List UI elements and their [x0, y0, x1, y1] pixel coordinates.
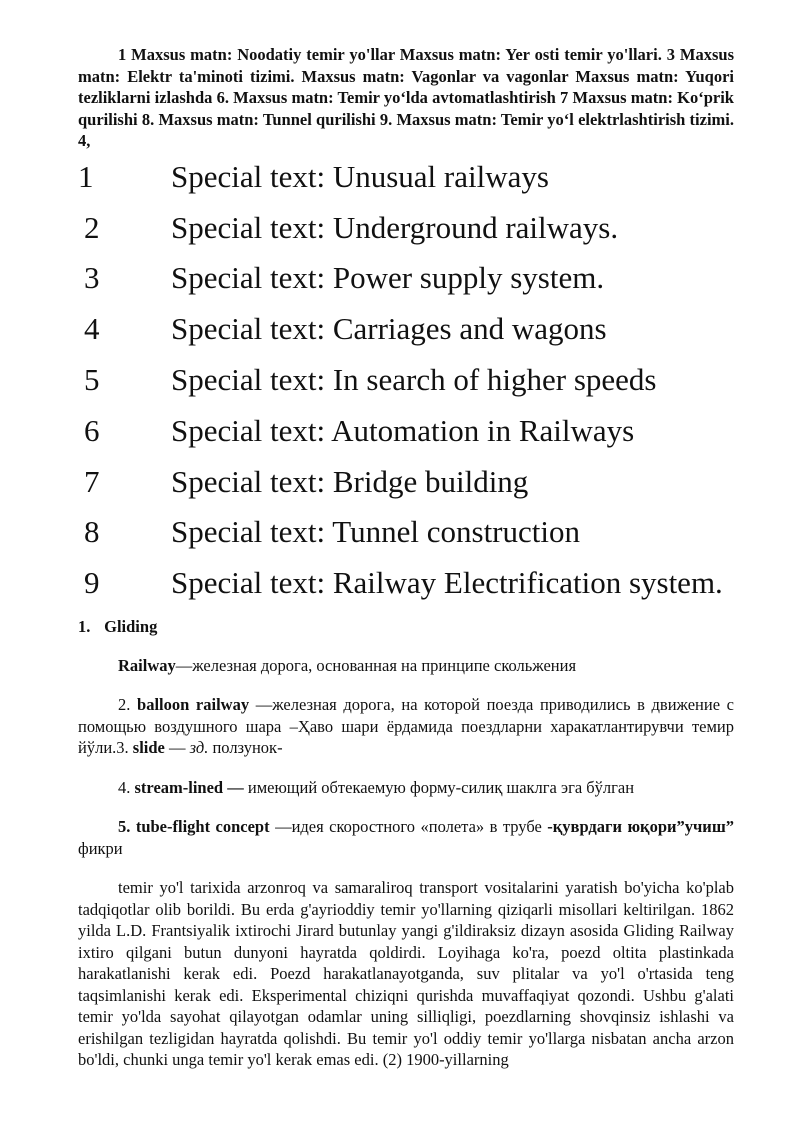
section-number: 1. — [78, 616, 91, 636]
contents-item — [78, 152, 734, 203]
contents-item-text: Special text: Railway Electrification system. — [171, 565, 723, 601]
glossary-term: Railway — [118, 655, 176, 675]
contents-item-number: 9 — [84, 565, 100, 601]
contents-item-text: Special text: Bridge building — [171, 463, 529, 499]
contents-item — [78, 355, 734, 406]
contents-item-number: 3 — [84, 260, 100, 296]
glossary-definition: —идея скоростного «полета» в трубе — [269, 817, 548, 837]
glossary-term: -қуврдаги юқори”учиш” — [547, 817, 734, 837]
glossary-definition: —железная дорога, основанная на принципе скольжения — [175, 655, 577, 675]
contents-item — [78, 558, 734, 609]
contents-item-number: 8 — [84, 514, 100, 550]
contents-item — [78, 507, 734, 558]
contents-item-number: 7 — [84, 463, 100, 499]
glossary-term: slide — [132, 738, 165, 758]
contents-item-text: Special text: Automation in Railways — [171, 412, 635, 448]
body-paragraph: temir yo'l tarixida arzonroq va samaraliroq transport vositalarini yaratish bo'yicha ko'plab tadqiqotlar olib borildi. Bu erda g'ayrioddiy temir yo'llarning qiziqarli misollari keltirilgan. 1862 yilda L.D. Frantsiyalik ixtirochi Jirard butunlay yangi g'ildiraksiz dizayn asosida Gliding Railway ixtiro qilgani butun dunyoni hayratda qoldirdi. Loyihaga ko'ra, poezd oltita plastinkada harakatlanishi kerak edi. Poezd harakatlanayotganda, suv plitalar va yo'l o'rtasida teng taqsimlanishi kerak edi. Eksperimental chiziqni qurishda muvaffaqiyat qozondi. Ushbu g'alati temir yo'lda sayohat qilayotgan odamlar uning silliqligi, poezdlarning shovqinsiz ishlashi va erishilgan tezligidan hayratda qolishdi. Bu temir yo'l oddiy temir yo'llarga nisbatan ancha arzon bo'ldi, chunki unga temir yo'l kerak emas edi. (2) 1900-yillarning — [78, 878, 734, 1070]
contents-item-number: 2 — [84, 209, 100, 245]
glossary-definition: имеющий обтекаемую форму-силиқ шаклга эга бўлган — [243, 777, 635, 797]
contents-item — [78, 202, 734, 253]
contents-item-number: 5 — [84, 362, 100, 398]
glossary-term: tube-flight concept — [135, 817, 270, 837]
glossary-abbrev: зд. — [189, 738, 209, 758]
contents-item — [78, 405, 734, 456]
document-page — [78, 44, 734, 1071]
glossary-entry — [78, 655, 734, 677]
contents-item-text: Special text: Unusual railways — [171, 158, 549, 194]
glossary-term: stream-lined — — [134, 777, 244, 797]
section-title: Gliding — [104, 616, 158, 636]
glossary-entry — [78, 694, 734, 759]
contents-item-number: 6 — [84, 412, 100, 448]
contents-item — [78, 253, 734, 304]
glossary-definition: — — [164, 738, 190, 758]
contents-item-text: Special text: Carriages and wagons — [171, 311, 607, 347]
glossary-entry — [78, 816, 734, 859]
contents-item-text: Special text: In search of higher speeds — [171, 362, 657, 398]
glossary-entry — [78, 777, 734, 799]
contents-item-number: 4 — [84, 311, 100, 347]
contents-list — [78, 152, 734, 609]
intro-paragraph: 1 Maxsus matn: Noodatiy temir yo'llar Maxsus matn: Yer osti temir yo'llari. 3 Maxsus matn: Elektr ta'minoti tizimi. Maxsus matn: Vagonlar va vagonlar Maxsus matn: Yuqori tezliklarni izlashda 6. Maxsus matn: Temir yo‘lda avtomatlashtirish 7 Maxsus matn: Ko‘prik qurilishi 8. Maxsus matn: Tunnel qurilishi 9. Maxsus matn: Temir yo‘l elektrlashtirish tizimi. 4, — [78, 45, 734, 150]
glossary-definition: фикри — [78, 838, 123, 858]
glossary-term: balloon railway — [137, 695, 250, 715]
glossary-number: 2. — [118, 695, 138, 715]
contents-item — [78, 456, 734, 507]
contents-item-text: Special text: Underground railways. — [171, 209, 619, 245]
glossary-definition: —железная дорога, на которой поезда приводились в движение с помощью воздушного шара –Ҳаво шари ёрдамида поездларни харакатлантирувчи темир йўли.3. — [78, 695, 734, 758]
contents-item-number: 1 — [78, 158, 94, 194]
glossary-number: 4. — [118, 777, 135, 797]
glossary-definition: ползунок- — [208, 738, 283, 758]
contents-item-text: Special text: Power supply system. — [171, 260, 605, 296]
contents-item — [78, 304, 734, 355]
glossary-number: 5. — [118, 817, 136, 837]
section-heading — [78, 617, 734, 637]
contents-item-text: Special text: Tunnel construction — [171, 514, 580, 550]
